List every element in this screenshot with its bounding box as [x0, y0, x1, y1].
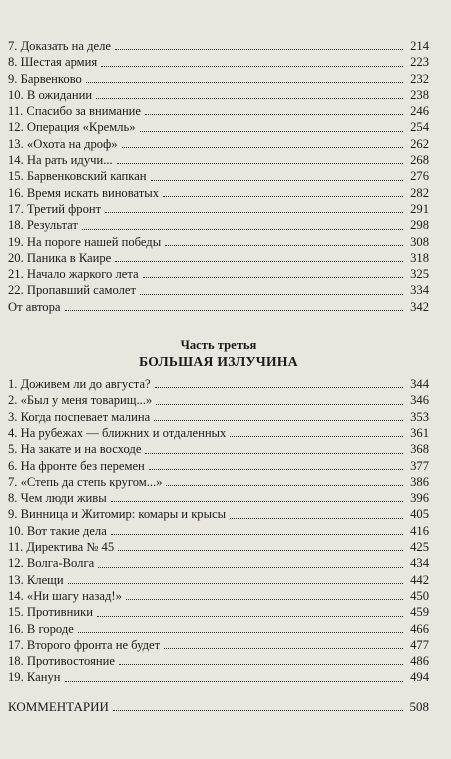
toc-entry-title: 13. Клещи: [8, 572, 64, 587]
toc-entry-page: 508: [409, 698, 429, 714]
dot-leader: [115, 260, 403, 262]
dot-leader: [96, 97, 403, 99]
toc-entry-title: 9. Винница и Житомир: комары и крысы: [8, 507, 227, 522]
dot-leader: [78, 631, 403, 633]
toc-entry-page: 262: [410, 136, 429, 151]
toc-entry-page: 238: [410, 87, 429, 102]
dot-leader: [163, 195, 403, 197]
toc-entry-title: 13. «Охота на дроф»: [8, 136, 118, 151]
toc-entry: [8, 103, 429, 119]
toc-entry: [8, 699, 429, 715]
toc-comments-entry: [8, 699, 429, 715]
toc-entry-title: 20. Паника в Каире: [8, 250, 112, 265]
toc-entry-title: От автора: [8, 299, 61, 314]
toc-entry-title: 19. Канун: [8, 670, 61, 685]
toc-entry: [8, 621, 429, 637]
toc-entry-page: 334: [410, 283, 429, 298]
toc-entry-title: 6. На фронте без перемен: [8, 458, 145, 473]
toc-entry-title: 17. Второго фронта не будет: [8, 637, 161, 652]
toc-entry-title: 10. Вот такие дела: [8, 523, 107, 538]
toc-entry: [8, 392, 429, 408]
toc-entry-title: 12. Волга-Волга: [8, 556, 95, 571]
toc-entry-title: 12. Операция «Кремль»: [8, 120, 136, 135]
toc-entry-page: 268: [410, 153, 429, 168]
toc-entry-page: 342: [410, 299, 429, 314]
dot-leader: [122, 146, 403, 148]
toc-entry-title: 8. Чем люди живы: [8, 491, 107, 506]
toc-entry: [8, 299, 429, 315]
toc-entry: [8, 54, 429, 70]
toc-entry: [8, 409, 429, 425]
toc-entry-page: 466: [410, 621, 429, 636]
toc-entry-page: 386: [410, 474, 429, 489]
toc-entry: [8, 152, 429, 168]
toc-entry-title: 8. Шестая армия: [8, 55, 98, 70]
toc-entry-title: 14. На рать идучи...: [8, 153, 113, 168]
toc-entry-title: КОММЕНТАРИИ: [8, 698, 109, 714]
toc-entry: [8, 539, 429, 555]
toc-entry-page: 298: [410, 218, 429, 233]
toc-entry-page: 377: [410, 458, 429, 473]
dot-leader: [145, 452, 403, 454]
toc-entry-title: 4. На рубежах — ближних и отдаленных: [8, 425, 227, 440]
toc-part-two-list: [8, 38, 429, 315]
toc-entry-title: 18. Противостояние: [8, 654, 115, 669]
toc-entry-title: 11. Спасибо за внимание: [8, 104, 142, 119]
dot-leader: [155, 386, 403, 388]
toc-entry-page: 442: [410, 572, 429, 587]
dot-leader: [140, 293, 403, 295]
dot-leader: [105, 211, 403, 213]
toc-entry-title: 2. «Был у меня товарищ...»: [8, 393, 153, 408]
toc-entry-title: 18. Результат: [8, 218, 78, 233]
toc-entry-page: 232: [410, 71, 429, 86]
dot-leader: [65, 680, 404, 682]
dot-leader: [119, 663, 403, 665]
toc-entry-title: 3. Когда поспевает малина: [8, 409, 151, 424]
toc-entry: [8, 425, 429, 441]
dot-leader: [118, 549, 403, 551]
toc-entry-page: 494: [410, 670, 429, 685]
dot-leader: [145, 113, 403, 115]
toc-entry-page: 450: [410, 588, 429, 603]
dot-leader: [82, 228, 403, 230]
toc-entry-title: 7. Доказать на деле: [8, 39, 111, 53]
toc-entry: [8, 250, 429, 266]
toc-entry-title: 11. Директива № 45: [8, 540, 115, 555]
dot-leader: [86, 81, 403, 83]
toc-entry: [8, 604, 429, 620]
toc-entry: [8, 234, 429, 250]
toc-entry-page: 346: [410, 393, 429, 408]
dot-leader: [65, 309, 404, 311]
dot-leader: [149, 468, 403, 470]
toc-entry-page: 434: [410, 556, 429, 571]
toc-entry: [8, 136, 429, 152]
toc-entry: [8, 458, 429, 474]
dot-leader: [97, 615, 403, 617]
toc-entry: [8, 119, 429, 135]
dot-leader: [165, 244, 403, 246]
dot-leader: [164, 647, 403, 649]
toc-entry-title: 7. «Степь да степь кругом...»: [8, 474, 163, 489]
toc-entry-page: 361: [410, 425, 429, 440]
toc-entry: [8, 523, 429, 539]
toc-entry-page: 325: [410, 267, 429, 282]
toc-entry-page: 318: [410, 250, 429, 265]
toc-entry-title: 15. Противники: [8, 605, 93, 620]
toc-entry-page: 282: [410, 185, 429, 200]
dot-leader: [117, 162, 403, 164]
toc-entry-page: 254: [410, 120, 429, 135]
toc-entry: [8, 376, 429, 392]
toc-entry: [8, 201, 429, 217]
toc-entry-page: 353: [410, 409, 429, 424]
dot-leader: [143, 276, 403, 278]
dot-leader: [68, 582, 403, 584]
dot-leader: [166, 484, 403, 486]
toc-entry-page: 308: [410, 234, 429, 249]
toc-entry-page: 246: [410, 104, 429, 119]
dot-leader: [230, 517, 403, 519]
toc-entry-title: 17. Третий фронт: [8, 201, 102, 216]
toc-entry-title: 9. Барвенково: [8, 71, 82, 86]
toc-entry-title: 21. Начало жаркого лета: [8, 267, 139, 282]
toc-entry: [8, 555, 429, 571]
toc-entry: [8, 506, 429, 522]
toc-entry-title: 22. Пропавший самолет: [8, 283, 136, 298]
toc-entry: [8, 588, 429, 604]
toc-entry-title: 15. Барвенковский капкан: [8, 169, 147, 184]
toc-entry: [8, 168, 429, 184]
toc-entry-page: 344: [410, 377, 429, 392]
toc-entry-page: 459: [410, 605, 429, 620]
toc-entry-title: 1. Доживем ли до августа?: [8, 377, 151, 392]
toc-entry: [8, 669, 429, 685]
toc-entry: [8, 637, 429, 653]
toc-part-three-list: [8, 376, 429, 686]
dot-leader: [115, 48, 403, 50]
toc-entry-page: 291: [410, 201, 429, 216]
toc-entry-page: 396: [410, 491, 429, 506]
dot-leader: [111, 500, 403, 502]
dot-leader: [101, 65, 403, 67]
toc-entry-page: 477: [410, 637, 429, 652]
dot-leader: [126, 598, 403, 600]
dot-leader: [156, 403, 403, 405]
part-three-title: БОЛЬШАЯ ИЗЛУЧИНА: [139, 354, 298, 370]
toc-entry-page: 368: [410, 442, 429, 457]
toc-entry: [8, 474, 429, 490]
toc-entry: [8, 653, 429, 669]
toc-entry-title: 14. «Ни шагу назад!»: [8, 588, 122, 603]
toc-entry: [8, 266, 429, 282]
toc-entry-page: 405: [410, 507, 429, 522]
dot-leader: [98, 566, 403, 568]
dot-leader: [113, 709, 403, 711]
toc-entry-title: 10. В ожидании: [8, 87, 93, 102]
toc-entry: [8, 185, 429, 201]
dot-leader: [111, 533, 403, 535]
toc-entry: [8, 87, 429, 103]
dot-leader: [230, 435, 403, 437]
dot-leader: [154, 419, 403, 421]
toc-entry-page: 416: [410, 523, 429, 538]
toc-entry-title: 5. На закате и на восходе: [8, 442, 142, 457]
toc-entry-title: 16. В городе: [8, 621, 74, 636]
toc-entry-page: 223: [410, 55, 429, 70]
toc-entry: [8, 490, 429, 506]
toc-entry-page: 276: [410, 169, 429, 184]
toc-entry: [8, 38, 429, 54]
toc-entry: [8, 282, 429, 298]
dot-leader: [151, 179, 403, 181]
toc-entry-title: 16. Время искать виноватых: [8, 185, 160, 200]
dot-leader: [140, 130, 404, 132]
toc-entry: [8, 217, 429, 233]
toc-entry: [8, 71, 429, 87]
toc-entry: [8, 572, 429, 588]
part-three-label: Часть третья: [180, 338, 257, 353]
part-three-heading: [8, 337, 429, 370]
toc-entry-page: 214: [410, 39, 429, 53]
toc-entry-page: 425: [410, 540, 429, 555]
toc-entry-page: 486: [410, 654, 429, 669]
toc-entry-title: 19. На пороге нашей победы: [8, 234, 162, 249]
toc-entry: [8, 441, 429, 457]
